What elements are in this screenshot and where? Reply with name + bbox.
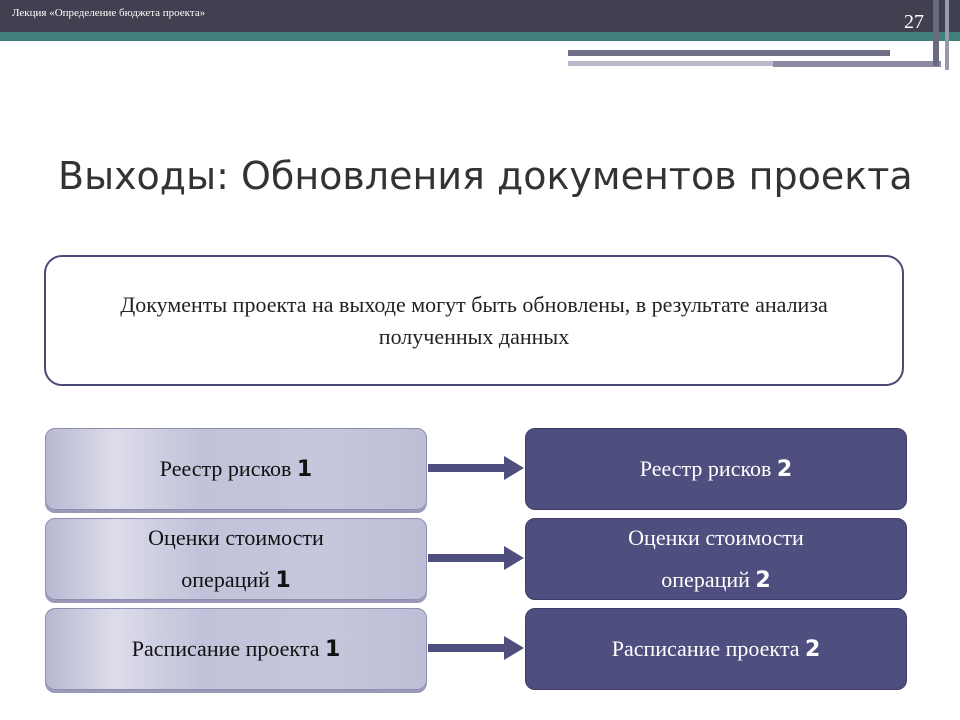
page-number: 27	[904, 11, 924, 33]
box-label: Расписание проекта 1	[131, 635, 341, 662]
box-label: Оценки стоимости операций 1	[148, 524, 324, 593]
arrow-shaft	[428, 644, 510, 652]
arrow-head	[504, 636, 524, 660]
slide-title: Выходы: Обновления документов проекта	[58, 154, 913, 198]
arrow-head	[504, 456, 524, 480]
box-label: Реестр рисков 2	[639, 455, 793, 482]
description-text: Документы проекта на выходе могут быть обновлены, в результате анализа полученных данных	[120, 291, 828, 349]
box-label: Реестр рисков 1	[159, 455, 313, 482]
box-label: Оценки стоимости операций 2	[628, 524, 804, 593]
box-label: Расписание проекта 2	[611, 635, 821, 662]
arrow-shaft	[428, 464, 510, 472]
arrow-shaft	[428, 554, 510, 562]
arrow-head	[504, 546, 524, 570]
lecture-title: Лекция «Определение бюджета проекта»	[12, 7, 206, 19]
